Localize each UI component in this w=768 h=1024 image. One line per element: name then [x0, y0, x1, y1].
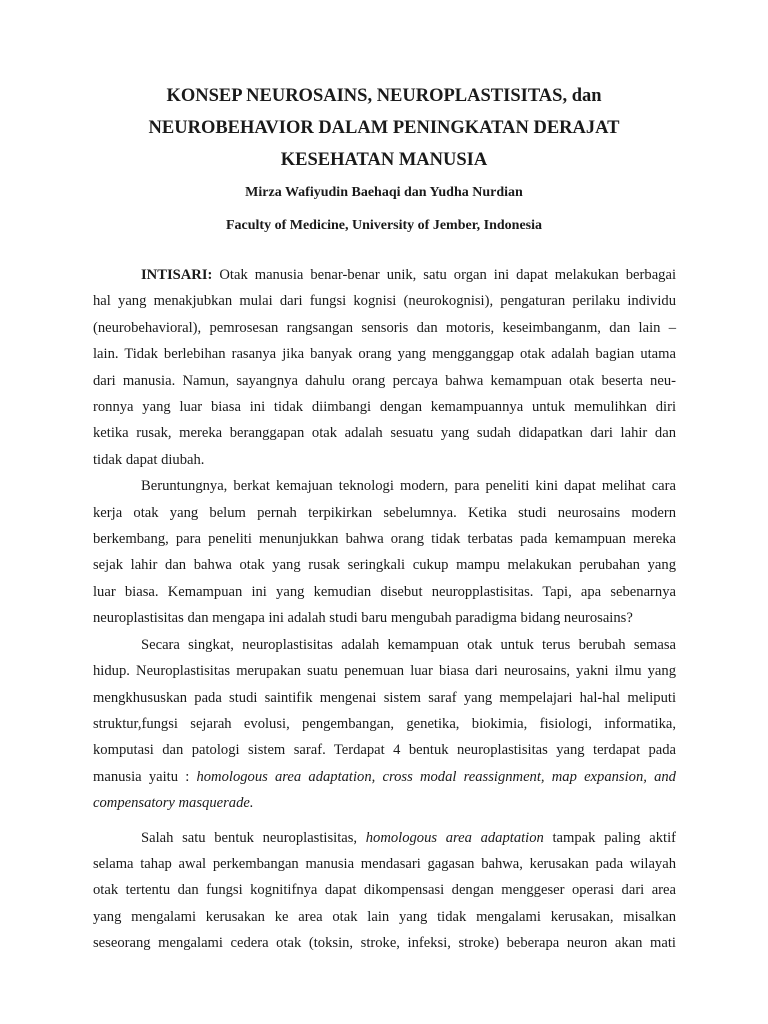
text-run: tampak paling aktif	[543, 829, 676, 846]
text-line: kerja otak yang belum pernah terpikirkan sebelumnya. Ketika studi neurosains modern	[93, 504, 676, 521]
text-line: compensatory masquerade.	[93, 795, 254, 812]
text-line: seseorang mengalami cedera otak (toksin, stroke, infeksi, stroke) beberapa neuron akan mati	[93, 935, 676, 952]
text-line	[93, 262, 676, 288]
text-line: Secara singkat, neuroplastisitas adalah kemampuan otak untuk terus berubah semasa	[141, 636, 676, 653]
text-line: Beruntungnya, berkat kemajuan teknologi modern, para peneliti kini dapat melihat cara	[141, 478, 676, 495]
paragraph	[93, 632, 676, 817]
text-line: selama tahap awal perkembangan manusia mendasari gagasan bahwa, kerusakan pada wilayah	[93, 855, 676, 872]
text-line	[93, 825, 676, 851]
abstract-label: INTISARI:	[141, 267, 213, 283]
italic-run: homologous area adaptation	[365, 829, 544, 846]
text-line: luar biasa. Kemampuan ini yang kemudian disebut neuropplastisitas. Tapi, apa sebenarnya	[93, 583, 676, 600]
paragraph	[93, 825, 676, 957]
text-line: komputasi dan patologi sistem saraf. Terdapat 4 bentuk neuroplastisitas yang terdapat pada	[93, 742, 676, 759]
text-line: yang mengalami kerusakan ke area otak lain yang tidak mengalami kerusakan, misalkan	[93, 908, 676, 925]
text-line: ronnya yang luar biasa ini tidak diimbangi dengan kemampuannya untuk memulihkan diri	[93, 399, 676, 416]
paragraph	[93, 473, 676, 631]
text-line: berkembang, para peneliti menunjukkan bahwa orang tidak terbatas pada kemampuan mereka	[93, 531, 676, 548]
text-line: sejak lahir dan bahwa otak yang rusak seringkali cukup mampu melakukan perubahan yang	[93, 557, 676, 574]
text-line: hidup. Neuroplastisitas merupakan suatu penemuan luar biasa dari neurosains, yakni ilmu yang	[93, 663, 676, 680]
text-line: struktur,fungsi sejarah evolusi, pengembangan, genetika, biokimia, fisiologi, informatika,	[93, 715, 676, 732]
text-line: ketika rusak, mereka beranggapan otak adalah sesuatu yang sudah didapatkan dari lahir dan	[93, 425, 676, 442]
text-line: mengkhususkan pada studi saintifik mengenai sistem saraf yang mempelajari hal-hal meliputi	[93, 689, 676, 706]
text-run: manusia yaitu :	[93, 768, 197, 785]
text-line: otak tertentu dan fungsi kognitifnya dapat dikompensasi dengan menggeser operasi dari area	[93, 882, 676, 899]
paper-affiliation: Faculty of Medicine, University of Jember, Indonesia	[225, 218, 542, 233]
paper-authors: Mirza Wafiyudin Baehaqi dan Yudha Nurdian	[245, 185, 523, 200]
title-line: NEUROBEHAVIOR DALAM PENINGKATAN DERAJAT	[148, 118, 620, 138]
text-line: (neurobehavioral), pemrosesan rangsangan sensoris dan motoris, keseimbanganm, dan lain –	[93, 319, 676, 336]
paragraph-abstract	[93, 262, 676, 473]
title-line: KONSEP NEUROSAINS, NEUROPLASTISITAS, dan	[166, 86, 602, 106]
text-line: lain. Tidak berlebihan rasanya jika banyak orang yang mengganggap otak adalah bagian utama	[93, 346, 676, 363]
paper-title	[60, 80, 708, 176]
text-line: neuroplastisitas dan mengapa ini adalah studi baru mengubah paradigma bidang neurosains?	[93, 610, 633, 627]
text-run: Salah satu bentuk neuroplastisitas,	[141, 829, 366, 846]
paragraph-gap	[93, 817, 676, 825]
title-line: KESEHATAN MANUSIA	[280, 150, 488, 170]
italic-run: homologous area adaptation, cross modal reassignment, map expansion, and	[196, 768, 676, 785]
paper-body	[93, 262, 676, 957]
text-run: Otak manusia benar-benar unik, satu organ ini dapat melakukan berbagai	[219, 267, 677, 283]
text-line: dari manusia. Namun, sayangnya dahulu orang percaya bahwa kemampuan otak beserta neu-	[93, 372, 676, 389]
text-line: hal yang menakjubkan mulai dari fungsi kognisi (neurokognisi), pengaturan perilaku individu	[93, 293, 676, 310]
text-line	[93, 764, 676, 790]
text-line: tidak dapat diubah.	[93, 451, 205, 468]
